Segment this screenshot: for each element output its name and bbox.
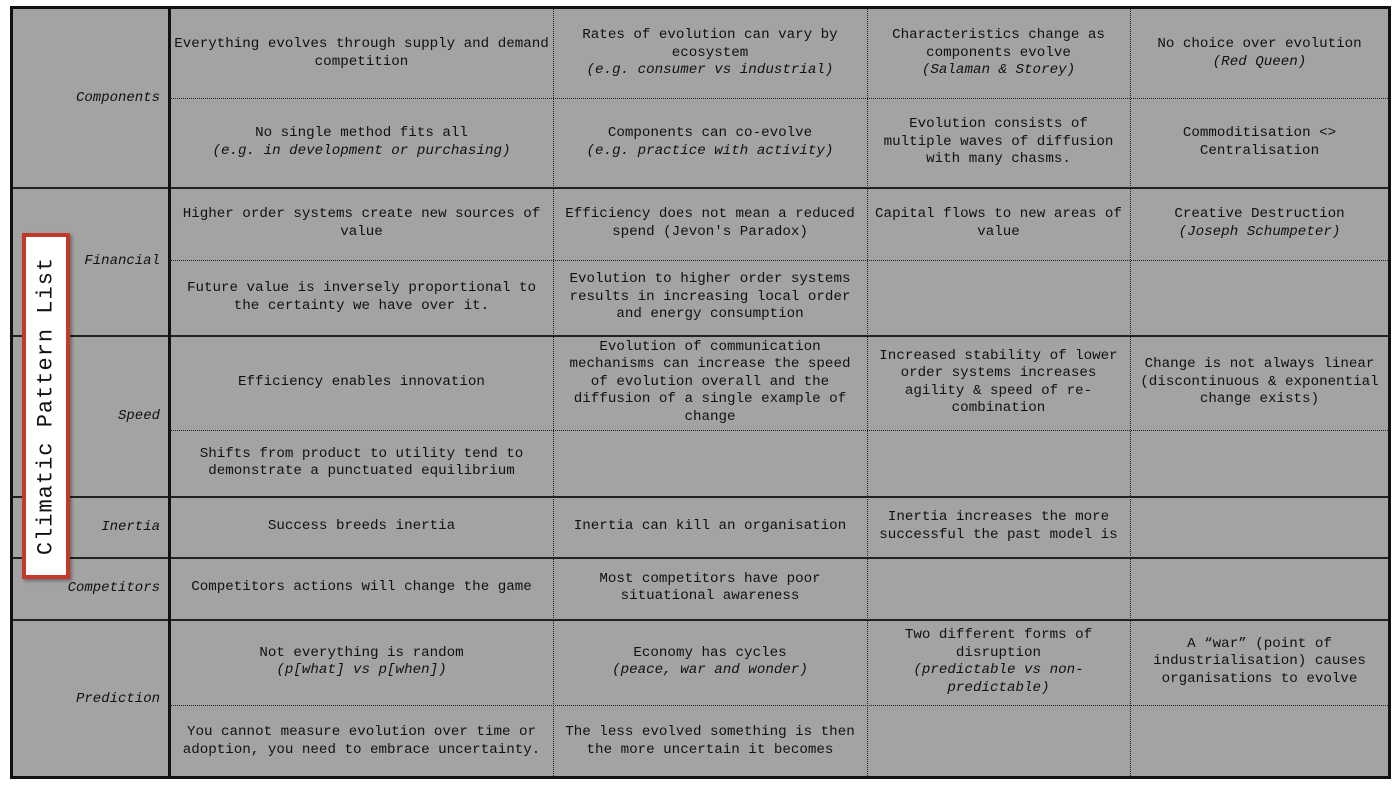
title-text: Climatic Pattern List xyxy=(33,256,59,556)
pattern-text: A “war” (point of industrialisation) causes organisations to evolve xyxy=(1153,635,1366,687)
title-label xyxy=(22,233,70,579)
row-divider xyxy=(170,260,1388,261)
pattern-cell xyxy=(170,557,553,619)
pattern-cell xyxy=(170,98,553,187)
pattern-cell xyxy=(553,430,867,496)
pattern-text: Efficiency enables innovation xyxy=(238,373,485,390)
pattern-cell xyxy=(553,619,867,705)
category-label: Prediction xyxy=(75,690,160,707)
pattern-text: Characteristics change as components evolve xyxy=(892,27,1105,61)
pattern-cell xyxy=(1130,98,1389,187)
category-label: Financial xyxy=(84,253,160,269)
pattern-cell xyxy=(1130,335,1389,430)
pattern-text: Everything evolves through supply and demand competition xyxy=(174,36,549,70)
category-column-divider xyxy=(168,9,171,776)
pattern-text: Creative Destruction xyxy=(1174,206,1345,222)
row-divider xyxy=(170,98,1388,99)
category-label: Competitors xyxy=(67,580,160,596)
pattern-text: Inertia can kill an organisation xyxy=(573,517,847,534)
pattern-cell xyxy=(170,705,553,778)
pattern-cell xyxy=(553,557,867,619)
pattern-text: Two different forms of disruption xyxy=(904,627,1093,661)
pattern-cell xyxy=(1130,619,1389,705)
pattern-cell xyxy=(1130,187,1389,260)
column-divider xyxy=(1130,9,1131,776)
pattern-text: Economy has cycles xyxy=(633,644,787,661)
pattern-cell xyxy=(170,260,553,335)
pattern-cell xyxy=(553,9,867,98)
pattern-text: Shifts from product to utility tend to demonstrate a punctuated equilibrium xyxy=(199,445,524,479)
pattern-text: (e.g. practice with activity) xyxy=(586,142,834,159)
pattern-text: (e.g. consumer vs industrial) xyxy=(586,62,834,79)
pattern-cell xyxy=(867,260,1130,335)
pattern-text: (predictable vs non-predictable) xyxy=(913,662,1084,696)
pattern-cell xyxy=(170,619,553,705)
pattern-cell xyxy=(553,187,867,260)
pattern-cell xyxy=(170,9,553,98)
pattern-text: Change is not always linear (discontinuous & exponential change exists) xyxy=(1140,356,1379,408)
pattern-text: You cannot measure evolution over time or adoption, you need to embrace uncertainty. xyxy=(182,724,541,758)
pattern-text: Inertia increases the more successful the past model is xyxy=(879,509,1118,543)
pattern-text: No choice over evolution xyxy=(1157,36,1362,52)
pattern-cell xyxy=(1130,557,1389,619)
pattern-text: Higher order systems create new sources of value xyxy=(182,206,541,240)
pattern-cell xyxy=(170,335,553,430)
pattern-text: (Joseph Schumpeter) xyxy=(1178,223,1341,240)
pattern-cell xyxy=(867,9,1130,98)
pattern-text: (p[what] vs p[when]) xyxy=(276,662,447,678)
pattern-cell xyxy=(170,430,553,496)
pattern-cell xyxy=(867,187,1130,260)
pattern-text: (peace, war and wonder) xyxy=(612,662,808,678)
pattern-cell xyxy=(1130,705,1389,778)
pattern-cell xyxy=(1130,260,1389,335)
pattern-cell xyxy=(1130,496,1389,557)
row-divider xyxy=(170,430,1388,431)
pattern-text: Most competitors have poor situational awareness xyxy=(599,570,821,604)
pattern-text: The less evolved something is then the more uncertain it becomes xyxy=(565,724,855,758)
pattern-cell xyxy=(867,98,1130,187)
pattern-cell xyxy=(867,705,1130,778)
pattern-text: Capital flows to new areas of value xyxy=(875,206,1122,240)
pattern-text: Evolution consists of multiple waves of diffusion with many chasms. xyxy=(883,116,1114,168)
column-divider xyxy=(867,9,868,776)
pattern-text: Increased stability of lower order systems increases agility & speed of re-combination xyxy=(879,347,1118,416)
pattern-text: Competitors actions will change the game xyxy=(191,579,532,596)
pattern-cell xyxy=(553,98,867,187)
pattern-cell xyxy=(867,430,1130,496)
category-label: Inertia xyxy=(101,518,160,535)
pattern-text: Commoditisation <> Centralisation xyxy=(1182,125,1337,159)
pattern-text: No single method fits all xyxy=(255,125,468,141)
pattern-text: Efficiency does not mean a reduced spend (Jevon's Paradox) xyxy=(565,206,855,240)
pattern-text: Evolution of communication mechanisms can increase the speed of evolution overall and the diffusion of a single example of change xyxy=(569,338,851,425)
row-divider xyxy=(170,705,1388,706)
category-label: Components xyxy=(75,90,160,106)
pattern-text: Success breeds inertia xyxy=(267,517,456,534)
pattern-cell xyxy=(1130,430,1389,496)
pattern-text: Evolution to higher order systems results in increasing local order and energy consumption xyxy=(569,271,851,323)
pattern-cell xyxy=(867,335,1130,430)
pattern-text: Rates of evolution can vary by ecosystem xyxy=(582,27,838,61)
pattern-cell xyxy=(867,619,1130,705)
column-divider xyxy=(553,9,554,776)
pattern-cell xyxy=(553,260,867,335)
pattern-cell xyxy=(867,496,1130,557)
pattern-text: (Red Queen) xyxy=(1212,53,1307,70)
climatic-pattern-table xyxy=(10,6,1391,779)
pattern-cell xyxy=(867,557,1130,619)
pattern-text: Not everything is random xyxy=(259,644,464,661)
pattern-cell xyxy=(170,187,553,260)
pattern-text: (e.g. in development or purchasing) xyxy=(212,142,511,159)
pattern-cell xyxy=(553,335,867,430)
pattern-cell xyxy=(553,496,867,557)
pattern-cell xyxy=(170,496,553,557)
pattern-cell xyxy=(553,705,867,778)
pattern-text: (Salaman & Storey) xyxy=(921,62,1076,79)
category-label: Speed xyxy=(117,407,160,424)
pattern-text: Future value is inversely proportional to the certainty we have over it. xyxy=(186,280,537,314)
pattern-text: Components can co-evolve xyxy=(607,125,813,141)
pattern-cell xyxy=(1130,9,1389,98)
